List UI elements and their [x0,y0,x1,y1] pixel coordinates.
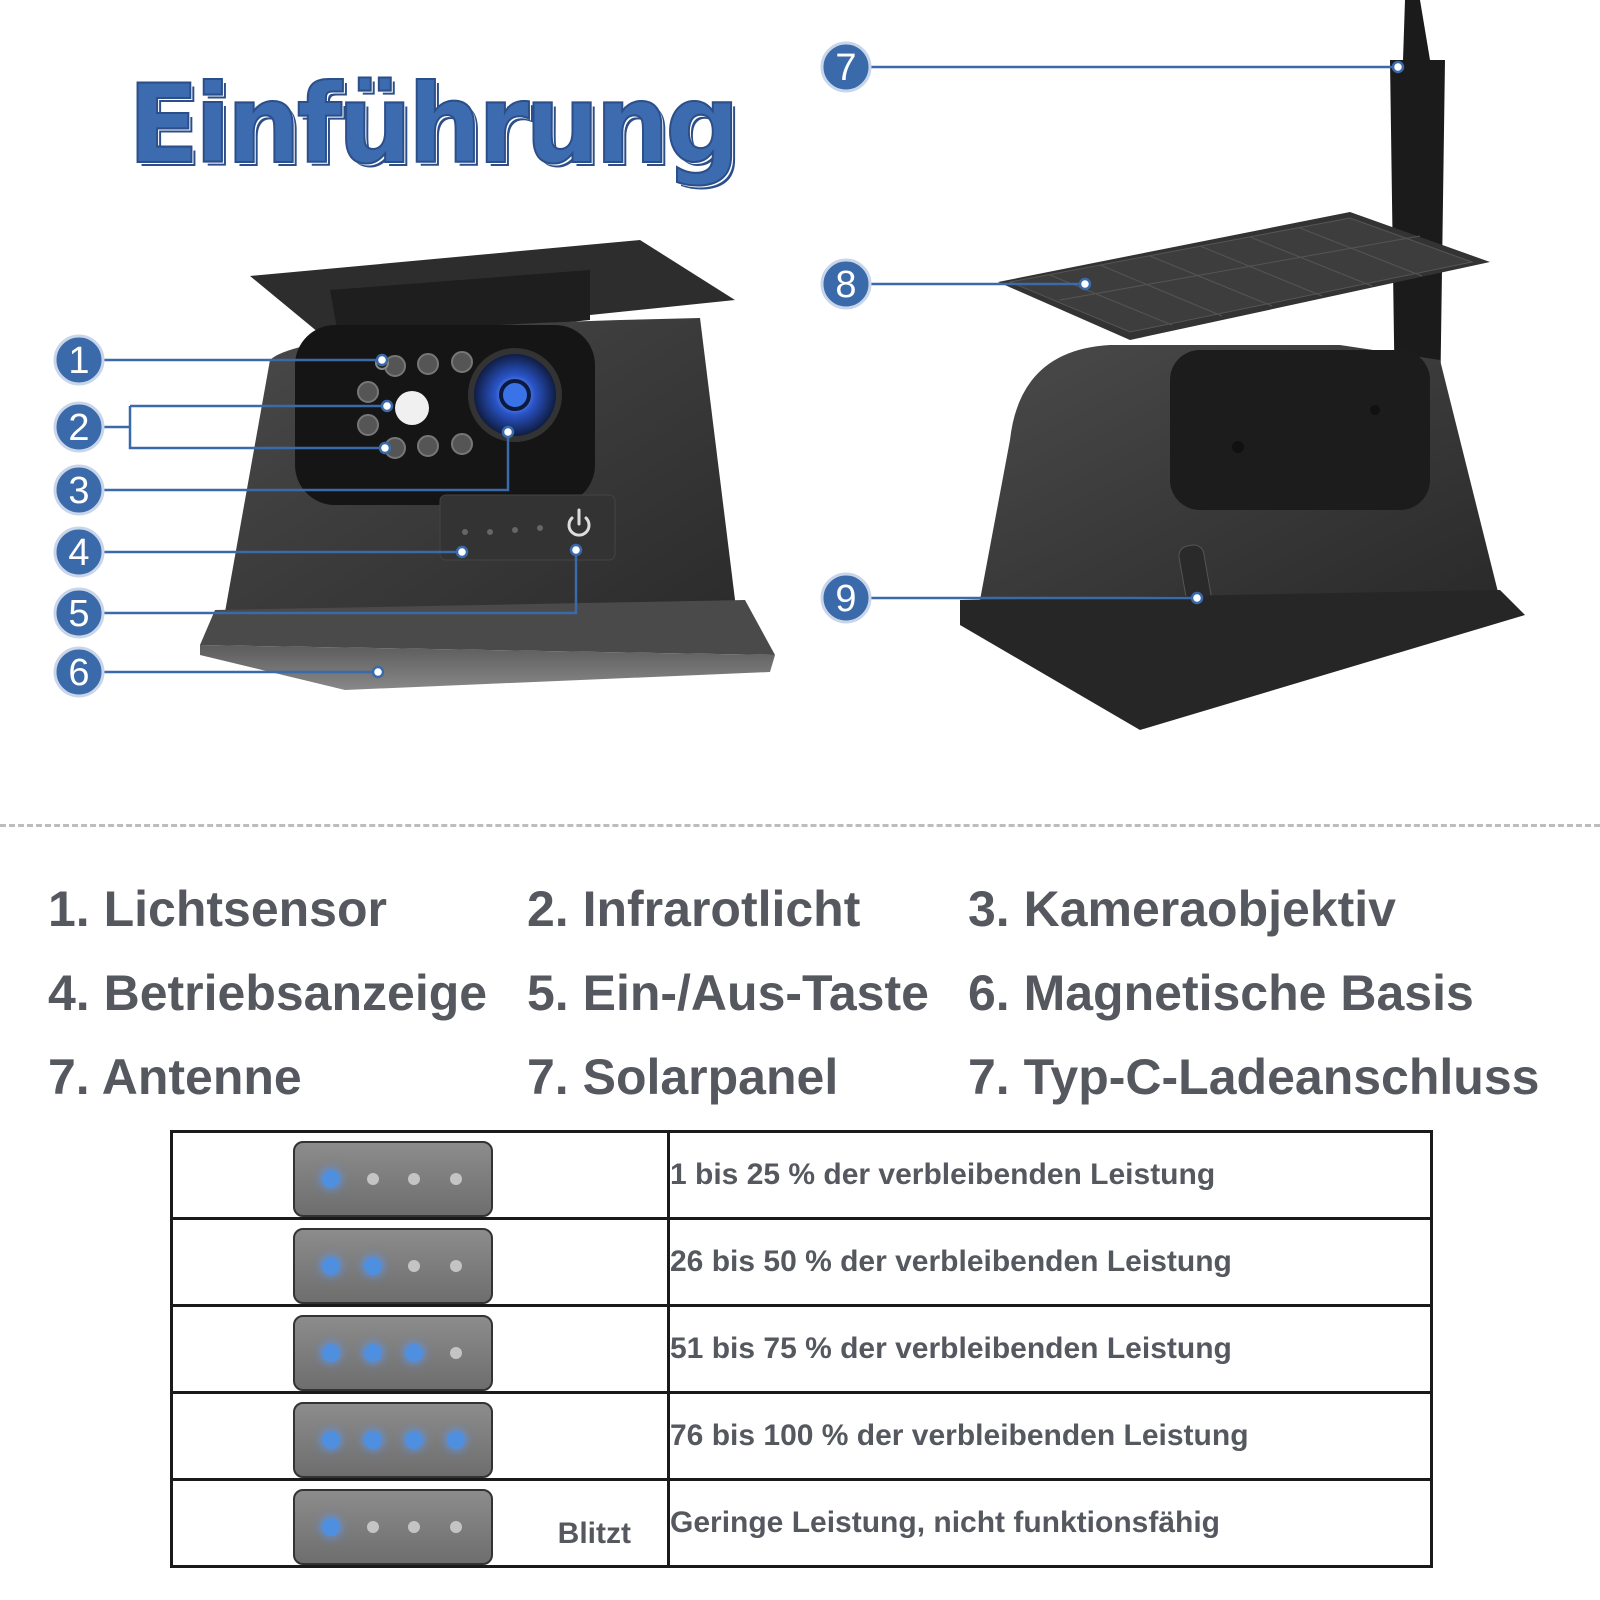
svg-text:9: 9 [835,578,857,620]
legend-item-camera-lens: 3. Kameraobjektiv [968,881,1396,937]
led-on-icon [322,1518,340,1536]
led-on-icon [405,1344,423,1362]
led-off-icon [367,1173,379,1185]
led-on-icon [405,1431,423,1449]
led-off-icon [450,1173,462,1185]
svg-text:1: 1 [68,340,90,382]
led-on-icon [322,1170,340,1188]
svg-text:6: 6 [68,652,90,694]
level-description: 76 bis 100 % der verbleibenden Leistung [669,1393,1432,1480]
svg-text:8: 8 [835,264,857,306]
blink-label: Blitzt [557,1517,631,1550]
battery-level-row [172,1132,1432,1219]
battery-level-row [172,1219,1432,1306]
indicator-cell [172,1132,669,1219]
indicator-cell [172,1393,669,1480]
led-off-icon [367,1521,379,1533]
level-description: 51 bis 75 % der verbleibenden Leistung [669,1306,1432,1393]
svg-text:2: 2 [68,407,90,449]
led-on-icon [322,1431,340,1449]
legend-item-light-sensor: 1. Lichtsensor [48,881,387,937]
back-base [960,590,1525,730]
callout-badge-6 [55,648,103,696]
led-on-icon [447,1431,465,1449]
led-indicator-panel [293,1315,493,1391]
legend-item-power-button: 5. Ein-/Aus-Taste [527,965,929,1021]
legend-item-infrared-light: 2. Infrarotlicht [527,881,861,937]
legend-item-usb-c-port: 7. Typ-C-Ladeanschluss [968,1049,1540,1105]
callout-badge-7 [822,43,870,91]
callout-badge-4 [55,528,103,576]
led-off-icon [408,1173,420,1185]
level-description: Geringe Leistung, nicht funktionsfähig [669,1480,1432,1567]
svg-text:7: 7 [835,47,857,89]
ir-flood-light [395,391,429,425]
led-on-icon [322,1344,340,1362]
led-off-icon [408,1260,420,1272]
battery-level-table [170,1130,1433,1568]
led-on-icon [364,1344,382,1362]
page-title: Einführung [128,60,736,189]
level-description: 26 bis 50 % der verbleibenden Leistung [669,1219,1432,1306]
battery-level-row [172,1480,1432,1567]
callout-badge-9 [822,574,870,622]
callout-badge-2 [55,403,103,451]
indicator-cell [172,1480,669,1567]
callout-badge-3 [55,466,103,514]
led-off-icon [450,1260,462,1272]
battery-level-row [172,1306,1432,1393]
led-on-icon [364,1257,382,1275]
dashed-divider [0,824,1600,827]
legend-item-antenna: 7. Antenne [48,1049,302,1105]
led-off-icon [450,1347,462,1359]
led-off-icon [408,1521,420,1533]
legend-item-solar-panel: 7. Solarpanel [527,1049,839,1105]
led-off-icon [450,1521,462,1533]
camera-back-view [960,0,1525,730]
legend-item-power-indicator: 4. Betriebsanzeige [48,965,488,1021]
led-indicator-panel [293,1141,493,1217]
led-indicator-panel [293,1489,493,1565]
indicator-cell [172,1306,669,1393]
legend-item-magnetic-base: 6. Magnetische Basis [968,965,1474,1021]
battery-level-row [172,1393,1432,1480]
led-on-icon [364,1431,382,1449]
indicator-cell [172,1219,669,1306]
svg-text:3: 3 [68,470,90,512]
level-description: 1 bis 25 % der verbleibenden Leistung [669,1132,1432,1219]
svg-text:4: 4 [68,532,90,574]
camera-front-view [200,240,775,690]
led-indicator-panel [293,1228,493,1304]
callout-badge-8 [822,260,870,308]
callout-badge-5 [55,589,103,637]
callout-badge-1 [55,336,103,384]
led-on-icon [322,1257,340,1275]
led-indicator-panel [293,1402,493,1478]
svg-text:5: 5 [68,593,90,635]
